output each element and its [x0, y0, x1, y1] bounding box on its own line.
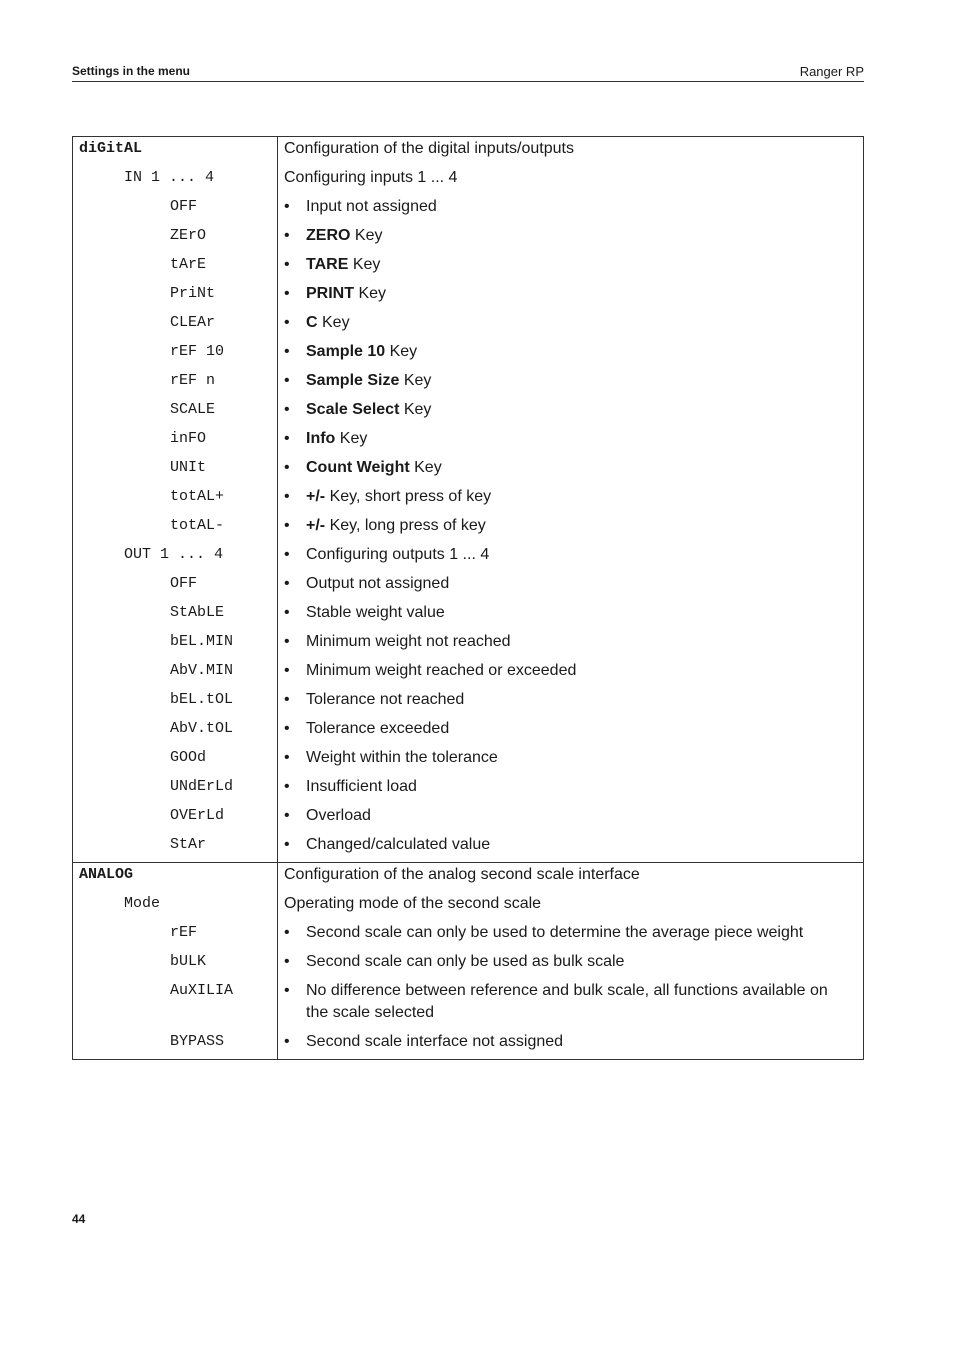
table-row: [73, 601, 864, 630]
description-cell: [278, 195, 864, 224]
description-text: [306, 834, 853, 856]
table-row: [73, 688, 864, 717]
parameter-code: diGitAL: [79, 140, 143, 157]
description-text: [306, 196, 853, 218]
description-cell: [278, 892, 864, 921]
header-divider: [72, 81, 864, 82]
table-row: [73, 863, 864, 893]
description-cell: [278, 456, 864, 485]
parameter-cell: [73, 398, 278, 427]
bullet-icon: •: [284, 807, 290, 824]
description-cell: [278, 833, 864, 863]
parameter-code: AuXILIA: [170, 982, 234, 999]
bullet-icon: •: [284, 1033, 290, 1050]
description-text: [306, 805, 853, 827]
description-detail: Minimum weight reached or exceeded: [306, 662, 577, 679]
table-row: [73, 195, 864, 224]
description-cell: [278, 659, 864, 688]
table-row: [73, 659, 864, 688]
parameter-cell: [73, 224, 278, 253]
description-detail: Key: [354, 285, 387, 302]
description-cell: [278, 921, 864, 950]
parameter-cell: [73, 601, 278, 630]
parameter-cell: [73, 1030, 278, 1060]
key-name: Sample 10: [306, 343, 386, 360]
bullet-icon: •: [284, 778, 290, 795]
description-detail: Insufficient load: [306, 778, 417, 795]
description-cell: [278, 166, 864, 195]
bullet-icon: •: [284, 662, 290, 679]
description-cell: [278, 775, 864, 804]
page-number: 44: [72, 1212, 86, 1226]
description-text: [284, 169, 457, 186]
description-text: [306, 922, 853, 944]
description-cell: [278, 950, 864, 979]
parameter-cell: [73, 311, 278, 340]
description-detail: Second scale interface not assigned: [306, 1033, 564, 1050]
description-text: [306, 980, 853, 1024]
description-detail: Configuring outputs 1 ... 4: [306, 546, 490, 563]
description-text: [306, 341, 853, 363]
parameter-cell: [73, 630, 278, 659]
key-name: PRINT: [306, 285, 354, 302]
description-detail: Weight within the tolerance: [306, 749, 498, 766]
bullet-icon: •: [284, 256, 290, 273]
bullet-icon: •: [284, 198, 290, 215]
parameter-cell: [73, 804, 278, 833]
description-text: [306, 370, 853, 392]
parameter-code: Mode: [124, 895, 161, 912]
bullet-icon: •: [284, 982, 290, 999]
bullet-icon: •: [284, 953, 290, 970]
bullet-icon: •: [284, 372, 290, 389]
parameter-code: OFF: [170, 198, 198, 215]
menu-settings-table: [72, 136, 864, 1060]
description-detail: Key: [399, 372, 432, 389]
description-cell: [278, 804, 864, 833]
table-row: [73, 398, 864, 427]
parameter-code: AbV.tOL: [170, 720, 234, 737]
parameter-code: OVErLd: [170, 807, 225, 824]
bullet-icon: •: [284, 924, 290, 941]
parameter-code: AbV.MIN: [170, 662, 234, 679]
parameter-code: ANALOG: [79, 866, 134, 883]
table-row: [73, 717, 864, 746]
parameter-cell: [73, 892, 278, 921]
key-name: Count Weight: [306, 459, 410, 476]
description-detail: Key: [335, 430, 368, 447]
description-detail: Tolerance not reached: [306, 691, 465, 708]
table-row: [73, 311, 864, 340]
bullet-icon: •: [284, 517, 290, 534]
bullet-icon: •: [284, 749, 290, 766]
description-detail: Output not assigned: [306, 575, 450, 592]
parameter-code: tArE: [170, 256, 207, 273]
parameter-cell: [73, 775, 278, 804]
description-detail: Second scale can only be used as bulk scale: [306, 953, 625, 970]
parameter-cell: [73, 456, 278, 485]
description-text: [284, 895, 541, 912]
parameter-cell: [73, 921, 278, 950]
table-row: [73, 514, 864, 543]
description-text: [306, 631, 853, 653]
key-name: C: [306, 314, 318, 331]
description-cell: [278, 485, 864, 514]
description-text: [306, 660, 853, 682]
table-row: [73, 630, 864, 659]
parameter-cell: [73, 427, 278, 456]
parameter-code: rEF n: [170, 372, 216, 389]
parameter-cell: [73, 166, 278, 195]
description-cell: [278, 340, 864, 369]
key-name: +/-: [306, 517, 326, 534]
description-text: [306, 951, 853, 973]
description-cell: [278, 863, 864, 893]
description-cell: [278, 369, 864, 398]
description-detail: No difference between reference and bulk scale, all functions available on the scale selected: [306, 982, 833, 1021]
parameter-code: BYPASS: [170, 1033, 225, 1050]
description-text: [306, 254, 853, 276]
parameter-code: bULK: [170, 953, 207, 970]
description-detail: Configuring inputs 1 ... 4: [284, 169, 458, 186]
parameter-code: totAL-: [170, 517, 225, 534]
description-detail: Key: [317, 314, 350, 331]
running-header-product: Ranger RP: [799, 64, 864, 79]
parameter-cell: [73, 253, 278, 282]
table-row: [73, 369, 864, 398]
parameter-cell: [73, 833, 278, 863]
description-text: [284, 866, 640, 883]
parameter-code: UNIt: [170, 459, 207, 476]
parameter-code: bEL.MIN: [170, 633, 234, 650]
description-text: [306, 544, 853, 566]
bullet-icon: •: [284, 604, 290, 621]
description-cell: [278, 398, 864, 427]
description-detail: Overload: [306, 807, 371, 824]
description-cell: [278, 427, 864, 456]
table-row: [73, 892, 864, 921]
parameter-code: inFO: [170, 430, 207, 447]
table-row: [73, 833, 864, 863]
parameter-code: UNdErLd: [170, 778, 234, 795]
bullet-icon: •: [284, 488, 290, 505]
description-text: [306, 573, 853, 595]
table-row: [73, 543, 864, 572]
description-cell: [278, 688, 864, 717]
description-detail: Input not assigned: [306, 198, 437, 215]
parameter-cell: [73, 950, 278, 979]
description-text: [306, 225, 853, 247]
description-text: [306, 399, 853, 421]
parameter-code: OUT 1 ... 4: [124, 546, 224, 563]
parameter-cell: [73, 514, 278, 543]
description-detail: Key: [409, 459, 442, 476]
bullet-icon: •: [284, 314, 290, 331]
table-row: [73, 456, 864, 485]
key-name: Info: [306, 430, 336, 447]
parameter-cell: [73, 195, 278, 224]
parameter-code: OFF: [170, 575, 198, 592]
description-detail: Key: [348, 256, 381, 273]
bullet-icon: •: [284, 720, 290, 737]
bullet-icon: •: [284, 343, 290, 360]
table-row: [73, 921, 864, 950]
description-cell: [278, 1030, 864, 1060]
key-name: Sample Size: [306, 372, 400, 389]
description-detail: Key, short press of key: [325, 488, 492, 505]
description-text: [306, 747, 853, 769]
parameter-code: StAbLE: [170, 604, 225, 621]
table-row: [73, 1030, 864, 1060]
description-text: [306, 689, 853, 711]
bullet-icon: •: [284, 285, 290, 302]
parameter-cell: [73, 659, 278, 688]
parameter-cell: [73, 746, 278, 775]
table-row: [73, 485, 864, 514]
key-name: Scale Select: [306, 401, 400, 418]
table-row: [73, 224, 864, 253]
bullet-icon: •: [284, 227, 290, 244]
description-detail: Tolerance exceeded: [306, 720, 450, 737]
parameter-cell: [73, 572, 278, 601]
description-text: [284, 140, 574, 157]
description-cell: [278, 572, 864, 601]
bullet-icon: •: [284, 633, 290, 650]
parameter-cell: [73, 688, 278, 717]
description-detail: Key, long press of key: [325, 517, 486, 534]
table-row: [73, 804, 864, 833]
table-row: [73, 253, 864, 282]
bullet-icon: •: [284, 546, 290, 563]
parameter-cell: [73, 485, 278, 514]
key-name: ZERO: [306, 227, 351, 244]
description-detail: Key: [399, 401, 432, 418]
parameter-code: GOOd: [170, 749, 207, 766]
menu-section: [73, 863, 864, 1060]
parameter-code: SCALE: [170, 401, 216, 418]
parameter-code: totAL+: [170, 488, 225, 505]
description-cell: [278, 717, 864, 746]
description-cell: [278, 630, 864, 659]
description-detail: Operating mode of the second scale: [284, 895, 542, 912]
description-text: [306, 515, 853, 537]
parameter-code: CLEAr: [170, 314, 216, 331]
parameter-code: PriNt: [170, 285, 216, 302]
description-text: [306, 457, 853, 479]
parameter-cell: [73, 282, 278, 311]
description-cell: [278, 253, 864, 282]
menu-section: [73, 137, 864, 863]
description-detail: Configuration of the analog second scale interface: [284, 866, 640, 883]
parameter-cell: [73, 137, 278, 167]
description-text: [306, 283, 853, 305]
description-text: [306, 486, 853, 508]
description-text: [306, 776, 853, 798]
parameter-cell: [73, 369, 278, 398]
description-text: [306, 428, 853, 450]
description-text: [306, 718, 853, 740]
description-text: [306, 602, 853, 624]
description-cell: [278, 224, 864, 253]
table-row: [73, 427, 864, 456]
parameter-cell: [73, 979, 278, 1030]
parameter-code: ZErO: [170, 227, 207, 244]
bullet-icon: •: [284, 691, 290, 708]
parameter-code: StAr: [170, 836, 207, 853]
table-row: [73, 166, 864, 195]
description-cell: [278, 514, 864, 543]
table-row: [73, 282, 864, 311]
description-detail: Minimum weight not reached: [306, 633, 511, 650]
description-text: [306, 312, 853, 334]
description-cell: [278, 979, 864, 1030]
bullet-icon: •: [284, 575, 290, 592]
key-name: +/-: [306, 488, 326, 505]
description-cell: [278, 601, 864, 630]
bullet-icon: •: [284, 836, 290, 853]
parameter-code: rEF: [170, 924, 198, 941]
parameter-cell: [73, 717, 278, 746]
description-detail: Stable weight value: [306, 604, 445, 621]
description-detail: Changed/calculated value: [306, 836, 491, 853]
parameter-cell: [73, 340, 278, 369]
description-cell: [278, 282, 864, 311]
table-row: [73, 572, 864, 601]
running-header-title: Settings in the menu: [72, 64, 191, 78]
description-cell: [278, 137, 864, 167]
parameter-cell: [73, 543, 278, 572]
description-detail: Key: [350, 227, 383, 244]
description-detail: Configuration of the digital inputs/outputs: [284, 140, 574, 157]
description-cell: [278, 311, 864, 340]
key-name: TARE: [306, 256, 349, 273]
table-row: [73, 775, 864, 804]
description-cell: [278, 746, 864, 775]
bullet-icon: •: [284, 459, 290, 476]
parameter-code: IN 1 ... 4: [124, 169, 215, 186]
parameter-cell: [73, 863, 278, 893]
table-row: [73, 746, 864, 775]
description-detail: Second scale can only be used to determine the average piece weight: [306, 924, 804, 941]
table-row: [73, 137, 864, 167]
bullet-icon: •: [284, 430, 290, 447]
table-row: [73, 979, 864, 1030]
bullet-icon: •: [284, 401, 290, 418]
table-row: [73, 340, 864, 369]
description-detail: Key: [385, 343, 418, 360]
description-cell: [278, 543, 864, 572]
parameter-code: rEF 10: [170, 343, 225, 360]
table-row: [73, 950, 864, 979]
description-text: [306, 1031, 853, 1053]
parameter-code: bEL.tOL: [170, 691, 234, 708]
